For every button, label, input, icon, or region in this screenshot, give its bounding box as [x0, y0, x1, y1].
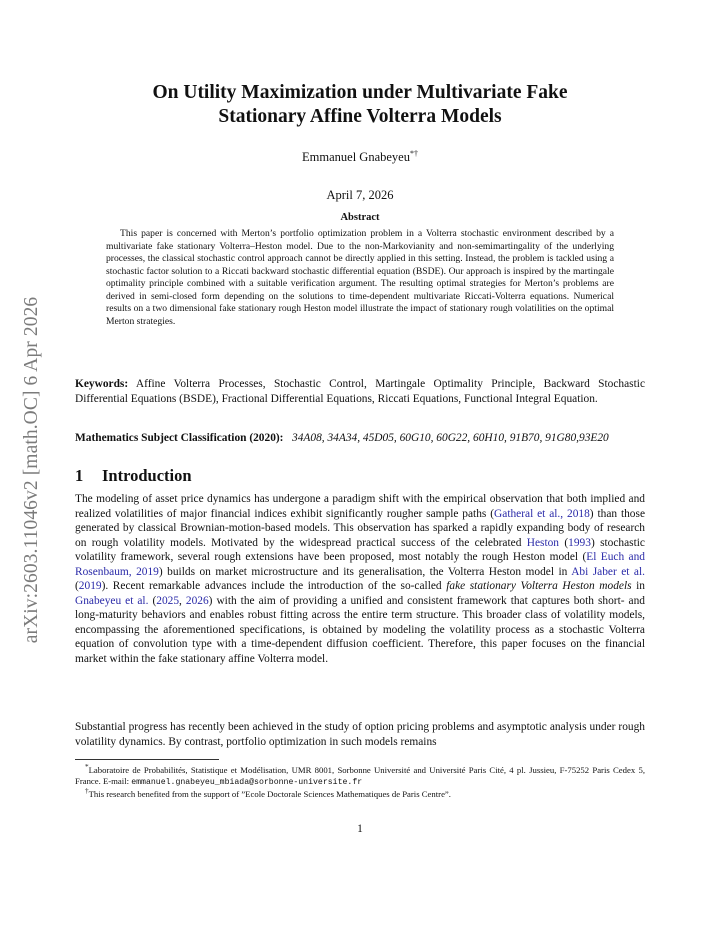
page-number: 1 — [357, 823, 363, 835]
text-run: , — [179, 594, 186, 607]
paper-title — [75, 81, 645, 129]
text-run: ( — [75, 580, 79, 592]
text-run: in — [631, 580, 645, 592]
intro-paragraph-1 — [75, 492, 645, 666]
keywords-text: Affine Volterra Processes, Stochastic Control, Martingale Optimality Principle, Backward Stochastic Differential Equations (BSDE), Fractional Differential Equations, Riccati Equations, Functional Integral Equation. — [75, 378, 646, 405]
text-run: ) builds on market microstructure and its generalisation, the Volterra Heston model in — [158, 565, 572, 578]
section-heading — [75, 466, 192, 486]
author-email[interactable]: emmanuel.gnabeyeu_mbiada@sorbonne-universite.fr — [131, 777, 363, 787]
footnote-funding — [75, 786, 645, 800]
text-run: ) stochastic volatility framework, several rough extensions have been proposed, most notably the rough Heston model ( — [75, 536, 645, 563]
intro-paragraph-2: Substantial progress has recently been achieved in the study of option pricing problems and asymptotic analysis under rough volatility dynamics. By contrast, portfolio optimization in such models remains — [75, 721, 645, 748]
citation-link[interactable]: Gnabeyeu et al. — [75, 594, 149, 607]
footnote-rule — [75, 759, 219, 760]
text-run: ( — [559, 536, 569, 549]
msc-codes: 34A08, 34A34, 45D05, 60G10, 60G22, 60H10, 91B70, 91G80,93E20 — [292, 432, 609, 444]
citation-link[interactable]: Gatheral et al., 2018 — [494, 507, 590, 520]
text-run: ) than those generated by classical Brownian-motion-based models. This observation has sparked a rapidly expanding body of research on rough volatility models. Motivated by the widespread practical success of the celebrated — [75, 507, 645, 549]
citation-link[interactable]: 2025 — [156, 594, 180, 607]
paper-date: April 7, 2026 — [326, 188, 394, 202]
citation-link[interactable]: El Euch and Rosenbaum, 2019 — [75, 551, 645, 578]
footnote-affiliation — [75, 762, 645, 788]
citation-link[interactable]: Abi Jaber et al. — [571, 565, 646, 578]
citation-link[interactable]: 1993 — [568, 536, 591, 549]
footnote-text: This research benefited from the support of ”Ecole Doctorale Sciences Mathematiques de Paris Centre”. — [88, 788, 451, 799]
section-title: Introduction — [102, 466, 192, 485]
author-footnote-mark: *† — [409, 149, 418, 158]
arxiv-sidebar — [19, 250, 45, 690]
arxiv-identifier: arXiv:2603.11046v2 [math.OC] 6 Apr 2026 — [21, 296, 42, 644]
msc-classification — [75, 431, 645, 446]
abstract-heading: Abstract — [340, 212, 380, 223]
text-run: ( — [148, 594, 157, 607]
author-line — [75, 149, 645, 165]
section-number: 1 — [75, 466, 84, 485]
text-run: ). Recent remarkable advances include the introduction of the so-called — [101, 580, 447, 592]
msc-label: Mathematics Subject Classification (2020): — [75, 432, 284, 444]
footnote-mark: † — [85, 787, 89, 795]
title-line-1: On Utility Maximization under Multivariate Fake — [152, 82, 568, 103]
author-name: Emmanuel Gnabeyeu — [302, 150, 410, 165]
citation-link[interactable]: Heston — [526, 536, 560, 549]
footnote-text: Laboratoire de Probabilités, Statistique et Modélisation, UMR 8001, Sorbonne Université and Université Paris Cité, 4 pl. Jussieu, F-75252 Paris Cedex 5, France. E-mail: — [75, 764, 645, 786]
abstract-text: This paper is concerned with Merton’s portfolio optimization problem in a Volterra stochastic environment described by a multivariate fake stationary Volterra–Heston model. Due to the non-Markovianity and non-semimartingality of the underlying processes, the classical stochastic control approach cannot be directly applied in this setting. Instead, the problem is tackled using a stochastic factor solution to a Riccati backward stochastic differential equation (BSDE). Our approach is inspired by the martingale optimality principle combined with a suitable verification argument. The resulting optimal strategies for Merton’s problems are derived in semi-closed form depending on the solutions to time-dependent multivariate Riccati-Volterra equations. Numerical results on a two dimensional fake stationary rough Heston model illustrate the impact of stationary rough volatilities on the optimal Merton strategies. — [106, 228, 614, 327]
emphasis-text: fake stationary Volterra Heston models — [446, 580, 632, 592]
title-line-2: Stationary Affine Volterra Models — [218, 106, 502, 127]
text-run: The modeling of asset price dynamics has undergone a paradigm shift with the empirical observation that both implied and realized volatilities of major financial indices exhibit significantly rougher sample paths ( — [75, 493, 645, 520]
keywords-label: Keywords: — [75, 378, 129, 390]
citation-link[interactable]: 2026 — [185, 594, 209, 607]
keywords — [75, 377, 645, 406]
footnote-mark: * — [85, 763, 89, 771]
text-run: ) with the aim of providing a unified and consistent framework that captures both short- and long-maturity behaviors and enables robust fitting across the entire term structure. This broader class of volatility models, encompassing the aforementioned specifications, is obtained by modeling the volatility process as a stochastic Volterra equation of convolution type with a time-dependent diffusion coefficient. Therefore, this paper focuses on the financial market within the fake stationary affine Volterra model. — [75, 594, 645, 665]
citation-link[interactable]: 2019 — [78, 580, 102, 592]
